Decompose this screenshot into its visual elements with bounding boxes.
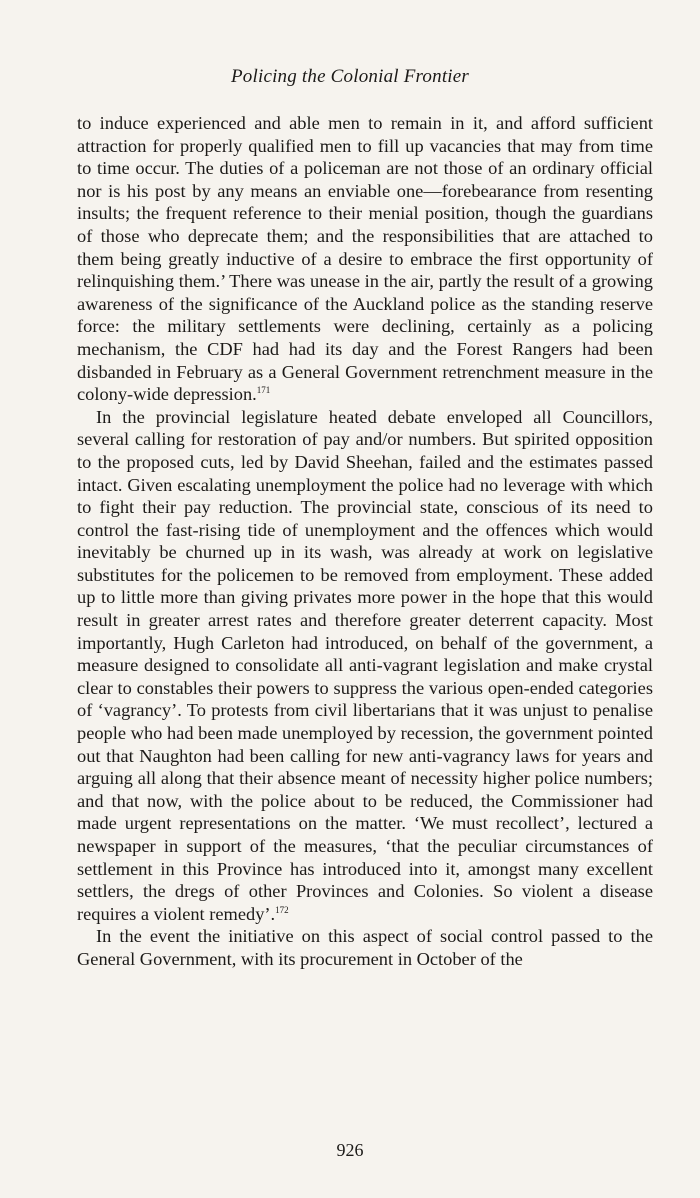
running-head: Policing the Colonial Frontier [230,66,470,87]
paragraph-3 [77,925,653,970]
footnote-ref-172[interactable]: 172 [275,904,289,915]
paragraph-2-text: In the provincial legislature heated debate enveloped all Councillors, several calling for restoration of pay and/or numbers. But spirited opposition to the proposed cuts, led by David Sheehan, failed and the estimates passed intact. Given escalating unemployment the police had no leverage with which to fight their pay reduction. The provincial state, conscious of its need to control the fast-rising tide of unemployment and the offences which would inevitably be churned up in its wash, was already at work on legislative substitutes for the policemen to be removed from employment. These added up to little more than giving privates more power in the hope that this would result in greater arrest rates and therefore greater deterrent capacity. Most importantly, Hugh Carleton had introduced, on behalf of the government, a measure designed to consolidate all anti-vagrant legislation and make crystal clear to constables their powers to suppress the various open-ended categories of ‘vagrancy’. To protests from civil libertarians that it was unjust to penalise people who had been made unemployed by recession, the government pointed out that Naughton had been calling for new anti-vagrancy laws for years and arguing all along that their absence meant of necessity higher police numbers; and that now, with the police about to be reduced, the Commissioner had made urgent representations on the matter. ‘We must recollect’, lectured a newspaper in support of the measures, ‘that the peculiar circumstances of settlement in this Province has introduced into it, amongst many excellent settlers, the dregs of other Provinces and Colonies. So violent a disease requires a violent remedy’. [77,406,653,924]
page-number: 926 [336,1140,364,1160]
paragraph-1 [77,112,653,406]
body-text [77,112,653,971]
paragraph-2 [77,406,653,926]
paragraph-1-text: to induce experienced and able men to remain in it, and afford sufficient attraction for properly qualified men to fill up vacancies that may from time to time occur. The duties of a policeman are not those of an ordinary official nor is his post by any means an enviable one—forebearance from resenting insults; the frequent reference to their menial position, though the guardians of those who deprecate them; and the responsibilities that are attached to them being greatly inductive of a desire to embrace the first opportunity of relinquishing them.’ There was unease in the air, partly the result of a growing awareness of the significance of the Auckland police as the standing reserve force: the military settlements were declining, certainly as a policing mechanism, the CDF had had its day and the Forest Rangers had been disbanded in February as a General Government retrenchment measure in the colony-wide depression. [77,113,653,405]
paragraph-3-text: In the event the initiative on this aspect of social control passed to the General Government, with its procurement in October of the [77,926,653,969]
footnote-ref-171[interactable]: 171 [256,385,271,396]
